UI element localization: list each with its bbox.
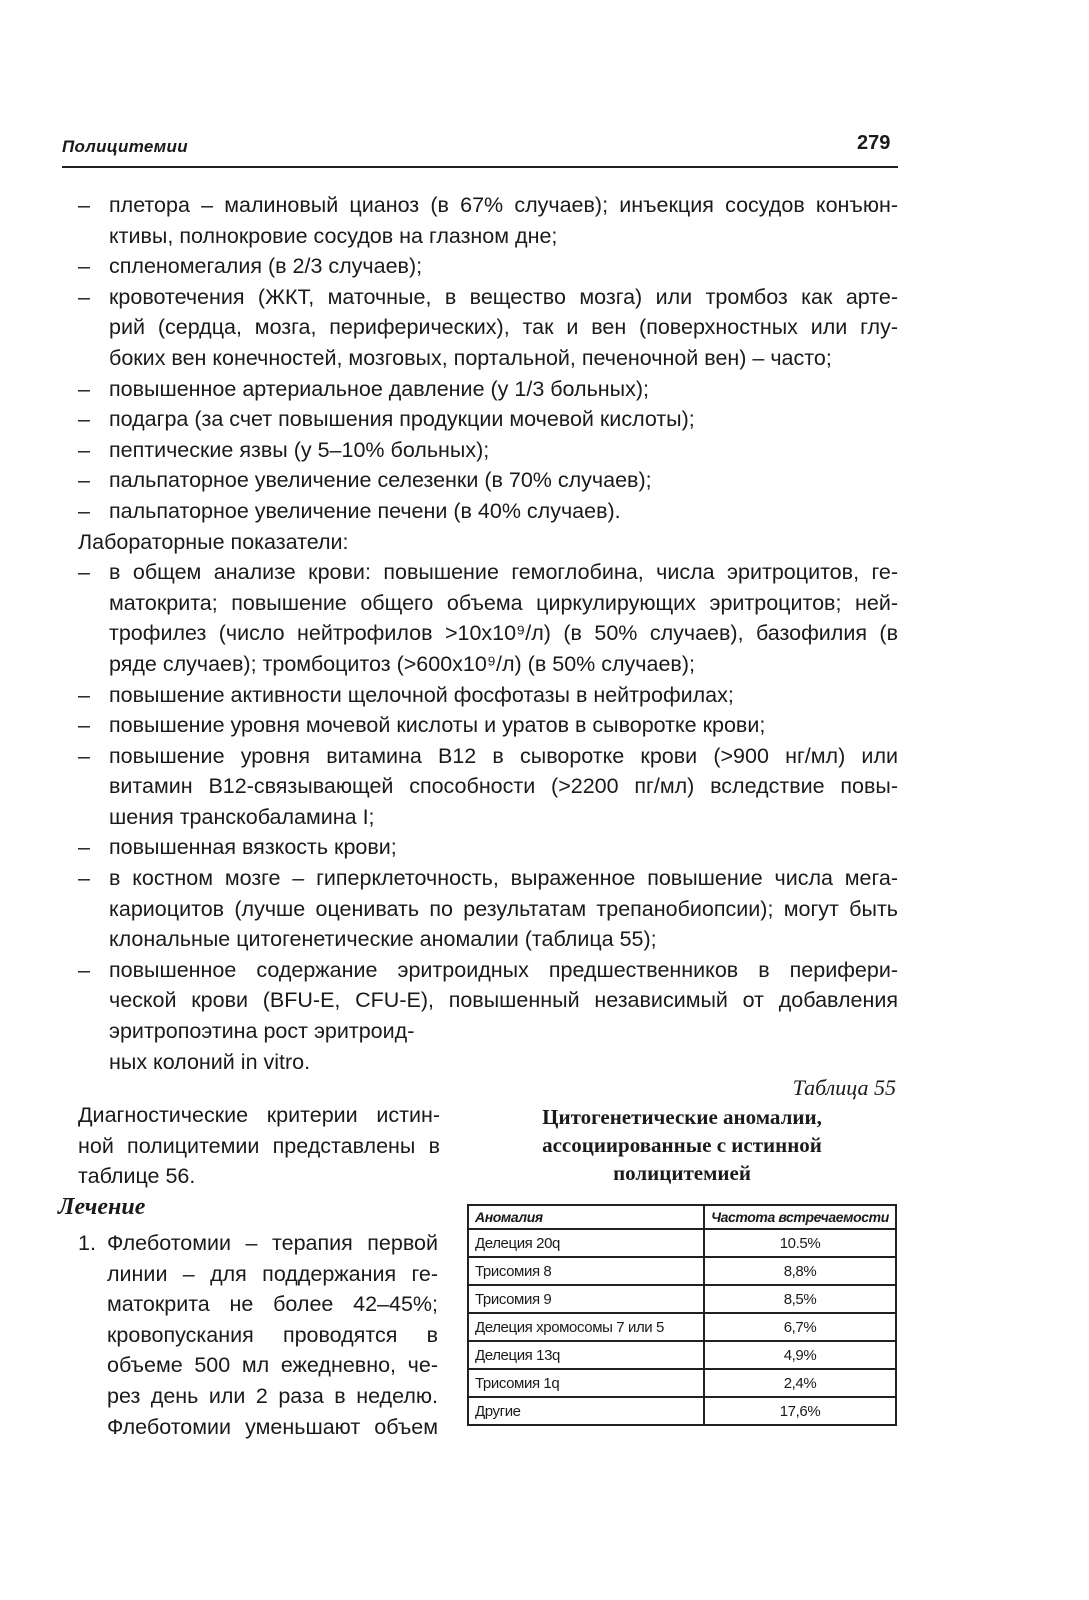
text-line: трофилез (число нейтрофилов >10x10⁹/л) (в 50% случаев), базофилия (в [109, 621, 898, 646]
text-line: витамин B12-связывающей способности (>2200 пг/мл) вследствие повы- [109, 774, 898, 799]
list-item [78, 404, 898, 435]
page-number: 279 [857, 132, 891, 154]
table-label: Таблица 55 [792, 1075, 896, 1100]
text-line: плетора – малиновый цианоз (в 67% случаев); инъекция сосудов конъюн- [109, 193, 898, 217]
table-row [468, 1369, 896, 1397]
list-item [78, 496, 898, 527]
list-item [78, 741, 898, 833]
table-row [468, 1285, 896, 1313]
text-line: ной полицитемии представлены в [78, 1133, 440, 1158]
frequency-cell: 2,4% [704, 1369, 896, 1397]
frequency-cell: 4,9% [704, 1341, 896, 1369]
text-line: повышение активности щелочной фосфотазы в нейтрофилах; [109, 682, 734, 707]
text-line: пальпаторное увеличение печени (в 40% случаев). [109, 498, 621, 523]
dash-marker: – [78, 866, 90, 891]
text-line: подагра (за счет повышения продукции мочевой кислоты); [109, 407, 695, 432]
dash-marker: – [78, 193, 90, 217]
dash-marker: – [78, 713, 90, 738]
text-line: ктивы, полнокровие сосудов на глазном дне; [109, 223, 558, 248]
main-text-block [78, 190, 898, 1077]
text-line: таблице 56. [78, 1164, 196, 1189]
treatment-list-item [78, 1228, 438, 1442]
frequency-cell: 6,7% [704, 1313, 896, 1341]
text-line: боких вен конечностей, мозговых, портальной, печеночной вен) – часто; [109, 345, 832, 370]
anomaly-cell: Делеция 20q [468, 1229, 704, 1257]
anomaly-cell: Другие [468, 1397, 704, 1425]
text-line: объеме 500 мл ежедневно, че- [107, 1353, 438, 1378]
table-row [468, 1341, 896, 1369]
text-line: рез день или 2 раза в неделю. [107, 1383, 438, 1408]
text-line: кровотечения (ЖКТ, маточные, в вещество мозга) или тромбоз как арте- [109, 284, 898, 309]
dash-marker: – [78, 376, 90, 401]
list-item [78, 435, 898, 466]
text-line: повышение уровня мочевой кислоты и уратов в сыворотке крови; [109, 713, 766, 738]
text-line: в общем анализе крови: повышение гемоглобина, числа эритроцитов, ге- [109, 560, 898, 585]
dash-marker: – [78, 560, 90, 585]
column-header-anomaly: Аномалия [468, 1205, 704, 1229]
text-line: повышенное содержание эритроидных предшественников в перифери- [109, 957, 898, 982]
frequency-cell: 8,8% [704, 1257, 896, 1285]
list-item [78, 863, 898, 955]
table-title [470, 1103, 894, 1187]
list-item [78, 465, 898, 496]
text-line: линии – для поддержания ге- [107, 1261, 438, 1286]
list-item [78, 374, 898, 405]
table-title-line: полицитемией [613, 1161, 751, 1185]
text-line: повышенное артериальное давление (у 1/3 больных); [109, 376, 649, 401]
text-line: пептические язвы (у 5–10% больных); [109, 437, 490, 462]
list-item [78, 680, 898, 711]
header-rule [62, 166, 898, 168]
list-number: 1. [78, 1231, 96, 1255]
frequency-cell: 10.5% [704, 1229, 896, 1257]
text-line: Диагностические критерии истин- [78, 1103, 440, 1127]
text-line: кровопускания проводятся в [107, 1322, 438, 1347]
table-title-line: Цитогенетические аномалии, [542, 1105, 822, 1129]
text-line: клональные цитогенетические аномалии (таблица 55); [109, 927, 657, 952]
list-item [78, 282, 898, 374]
table-row [468, 1313, 896, 1341]
table-row [468, 1257, 896, 1285]
text-line: Флеботомии – терапия первой [107, 1231, 438, 1255]
dash-marker: – [78, 835, 90, 860]
anomaly-cell: Трисомия 9 [468, 1285, 704, 1313]
text-line: ных колоний in vitro. [109, 1049, 311, 1074]
anomaly-cell: Делеция хромосомы 7 или 5 [468, 1313, 704, 1341]
dash-marker: – [78, 957, 90, 982]
frequency-cell: 8,5% [704, 1285, 896, 1313]
table-header-row [468, 1205, 896, 1229]
list-item [78, 251, 898, 282]
column-header-frequency: Частота встречаемости [704, 1205, 896, 1229]
frequency-cell: 17,6% [704, 1397, 896, 1425]
list-item [78, 832, 898, 863]
dash-marker: – [78, 284, 90, 309]
text-line: ческой крови (BFU-E, CFU-E), повышенный независимый от добавления [109, 988, 898, 1013]
anomaly-cell: Трисомия 1q [468, 1369, 704, 1397]
dash-marker: – [78, 407, 90, 432]
text-line: матокрита; повышение общего объема циркулирующих эритроцитов; ней- [109, 590, 898, 615]
list-item [78, 190, 898, 251]
anomaly-cell: Делеция 13q [468, 1341, 704, 1369]
list-item [78, 710, 898, 741]
list-item [78, 955, 898, 1077]
text-line: Флеботомии уменьшают объем [107, 1414, 438, 1439]
cytogenetic-anomalies-table [467, 1204, 897, 1426]
dash-marker: – [78, 682, 90, 707]
text-line: шения транскобаламина I; [109, 804, 375, 829]
text-line: повышенная вязкость крови; [109, 835, 397, 860]
text-line: матокрита не более 42–45%; [107, 1292, 438, 1317]
text-line: повышение уровня витамина B12 в сыворотке крови (>900 нг/мл) или [109, 743, 898, 768]
table-row [468, 1397, 896, 1425]
dash-marker: – [78, 498, 90, 523]
lab-heading: Лабораторные показатели: [78, 529, 349, 554]
text-line: рий (сердца, мозга, периферических), так и вен (поверхностных или глу- [109, 315, 898, 340]
list-item [78, 557, 898, 679]
dash-marker: – [78, 468, 90, 493]
table-title-line: ассоциированные с истинной [542, 1133, 822, 1157]
table-row [468, 1229, 896, 1257]
dash-marker: – [78, 743, 90, 768]
text-line: эритропоэтина рост эритроид- [109, 1019, 415, 1044]
treatment-heading: Лечение [58, 1194, 146, 1220]
dash-marker: – [78, 437, 90, 462]
text-line: спленомегалия (в 2/3 случаев); [109, 254, 423, 279]
text-line: кариоцитов (лучше оценивать по результатам трепанобиопсии); могут быть [109, 896, 898, 921]
text-line: ряде случаев); тромбоцитоз (>600x10⁹/л) (в 50% случаев); [109, 651, 695, 676]
text-line: пальпаторное увеличение селезенки (в 70% случаев); [109, 468, 652, 493]
text-line: в костном мозге – гиперклеточность, выраженное повышение числа мега- [109, 866, 898, 891]
running-header-title: Полицитемии [62, 137, 188, 156]
dash-marker: – [78, 254, 90, 279]
anomaly-cell: Трисомия 8 [468, 1257, 704, 1285]
diagnostic-criteria-paragraph [78, 1100, 440, 1192]
